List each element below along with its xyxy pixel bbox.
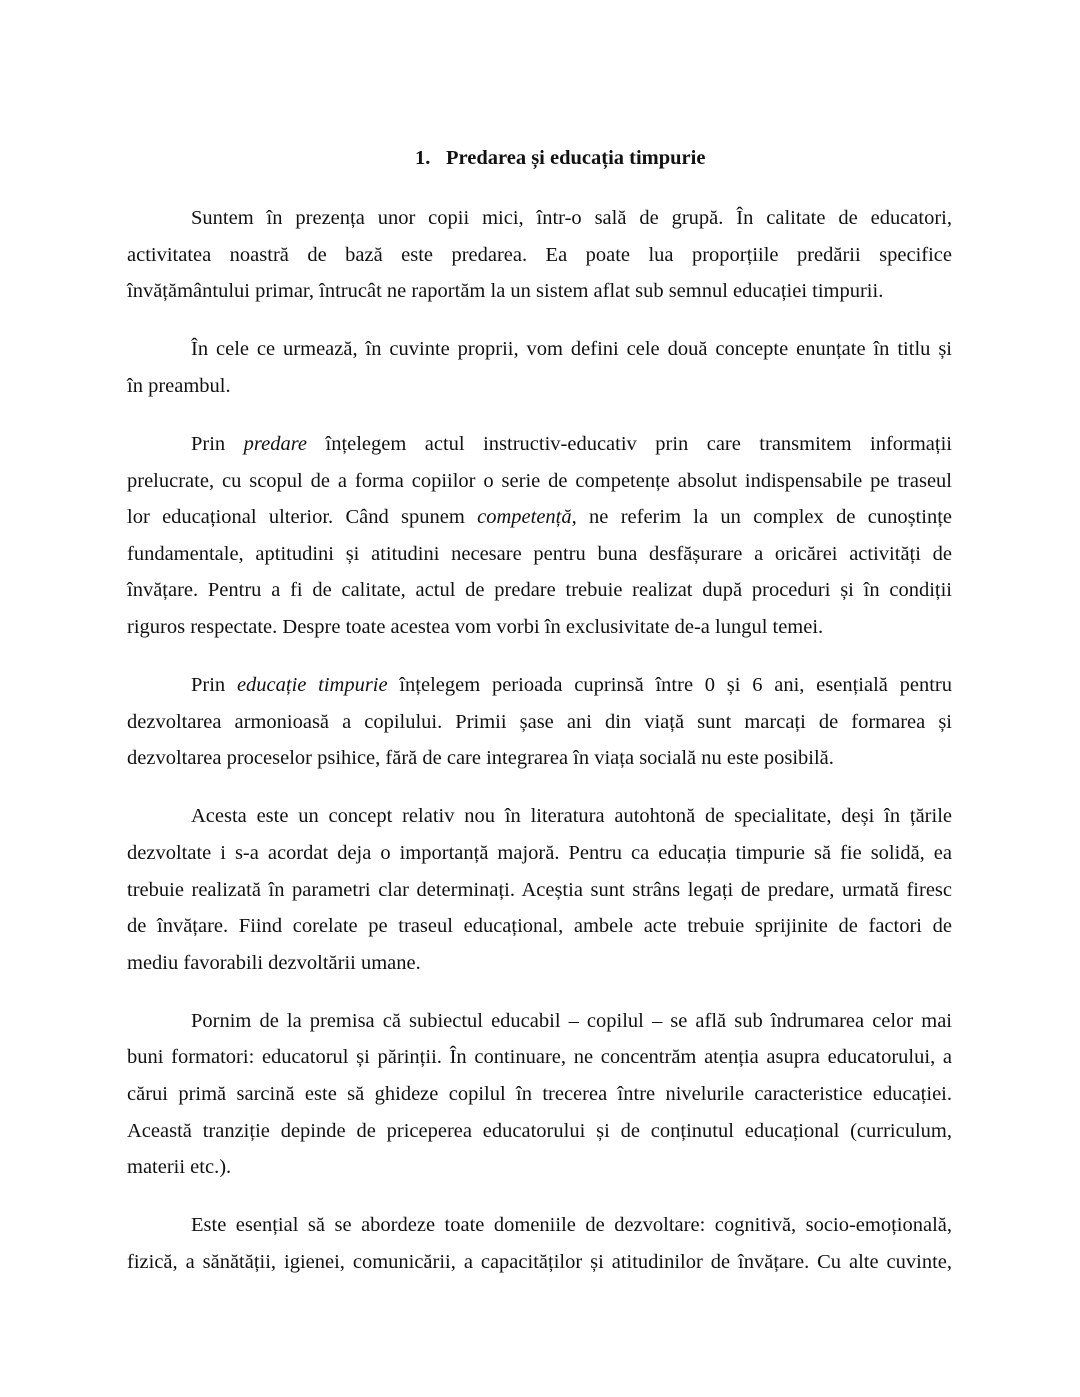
text-segment: de învățare. Fiind corelate pe traseul educațional, ambele acte trebuie sprijinite de factori de — [127, 915, 952, 938]
text-segment: fundamentale, aptitudini și atitudini necesare pentru buna desfășurare a oricărei activități de — [127, 542, 952, 565]
section-title: Predarea și educația timpurie — [446, 147, 706, 169]
text-segment: fizică, a sănătății, igienei, comunicării, a capacităților și atitudinilor de învățare. Cu alte cuvinte, — [127, 1250, 952, 1273]
text-line — [127, 368, 952, 405]
paragraph — [127, 1207, 952, 1280]
text-segment: dezvoltarea armonioasă a copilului. Primii șase ani din viață sunt marcați de formarea și — [127, 710, 952, 733]
text-segment: Această tranziție depinde de priceperea educatorului și de conținutul educațional (curriculum, — [127, 1119, 952, 1142]
text-segment: Prin — [191, 674, 237, 697]
text-line — [127, 704, 952, 741]
text-segment: , ne referim la un complex de cunoștințe — [571, 506, 952, 529]
text-line — [127, 872, 952, 909]
text-segment: cărui primă sarcină este să ghideze copilul în trecerea între nivelurile caracteristice educației. — [127, 1082, 952, 1105]
text-line — [127, 908, 952, 945]
section-heading — [415, 147, 705, 170]
emphasized-term: educație timpurie — [236, 674, 388, 697]
paragraph — [127, 426, 952, 646]
text-segment: buni formatori: educatorul și părinții. În continuare, ne concentrăm atenția asupra educatorului, a — [127, 1046, 952, 1069]
text-line — [127, 1039, 952, 1076]
text-line — [127, 536, 952, 573]
text-line — [127, 1076, 952, 1113]
text-line — [127, 200, 952, 237]
text-line — [127, 1113, 952, 1150]
text-line — [127, 1149, 952, 1186]
paragraph — [127, 1003, 952, 1186]
emphasized-term: competență — [477, 506, 572, 529]
text-segment: dezvoltarea proceselor psihice, fără de care integrarea în viața socială nu este posibilă. — [127, 747, 834, 770]
text-segment: materii etc.). — [127, 1156, 232, 1179]
text-line — [127, 463, 952, 500]
text-segment: dezvoltate i s-a acordat deja o importanță majoră. Pentru ca educația timpurie să fie solidă, ea — [127, 841, 952, 864]
text-line — [127, 667, 952, 704]
text-line — [127, 572, 952, 609]
paragraph — [127, 200, 952, 310]
text-segment: prelucrate, cu scopul de a forma copiilor o serie de competențe absolut indispensabile pe traseul — [127, 469, 952, 492]
text-segment: În cele ce urmează, în cuvinte proprii, vom defini cele două concepte enunțate în titlu și — [191, 338, 952, 361]
text-segment: în preambul. — [127, 374, 231, 397]
text-line — [127, 740, 952, 777]
paragraph — [127, 331, 952, 404]
text-line — [127, 1244, 952, 1281]
text-line — [127, 331, 952, 368]
text-segment: înțelegem actul instructiv-educativ prin care transmitem informații — [307, 432, 952, 455]
text-segment: înțelegem perioada cuprinsă între 0 și 6 ani, esențială pentru — [387, 674, 952, 697]
text-segment: Este esențial să se abordeze toate domeniile de dezvoltare: cognitivă, socio-emoțională, — [191, 1214, 952, 1237]
text-line — [127, 1003, 952, 1040]
text-line — [127, 1207, 952, 1244]
text-segment: învățare. Pentru a fi de calitate, actul de predare trebuie realizat după proceduri și în condiții — [127, 579, 952, 602]
text-segment: lor educațional ulterior. Când spunem — [127, 506, 478, 529]
paragraph — [127, 798, 952, 981]
text-segment: activitatea noastră de bază este predarea. Ea poate lua proporțiile predării specifice — [127, 243, 952, 266]
text-line — [127, 499, 952, 536]
section-number: 1. — [415, 147, 431, 169]
text-line — [127, 273, 952, 310]
paragraph — [127, 667, 952, 777]
text-segment: Suntem în prezența unor copii mici, într-o sală de grupă. În calitate de educatori, — [191, 207, 952, 229]
text-line — [127, 945, 952, 982]
text-segment: Pornim de la premisa că subiectul educabil – copilul – se află sub îndrumarea celor mai — [191, 1009, 952, 1032]
text-segment: învățământului primar, întrucât ne raportăm la un sistem aflat sub semnul educației timpurii. — [127, 280, 884, 303]
text-segment: Prin — [191, 432, 244, 455]
text-line — [127, 798, 952, 835]
text-line — [127, 426, 952, 463]
text-line — [127, 237, 952, 274]
text-segment: riguros respectate. Despre toate acestea vom vorbi în exclusivitate de-a lungul temei. — [127, 615, 824, 638]
text-segment: trebuie realizată în parametri clar determinați. Aceștia sunt strâns legați de predare, urmată firesc — [127, 878, 952, 901]
text-segment: mediu favorabili dezvoltării umane. — [127, 951, 421, 974]
text-line — [127, 609, 952, 646]
document-body — [127, 200, 952, 1302]
text-segment: Acesta este un concept relativ nou în literatura autohtonă de specialitate, deși în țările — [191, 805, 952, 828]
text-line — [127, 835, 952, 872]
emphasized-term: predare — [243, 432, 308, 455]
